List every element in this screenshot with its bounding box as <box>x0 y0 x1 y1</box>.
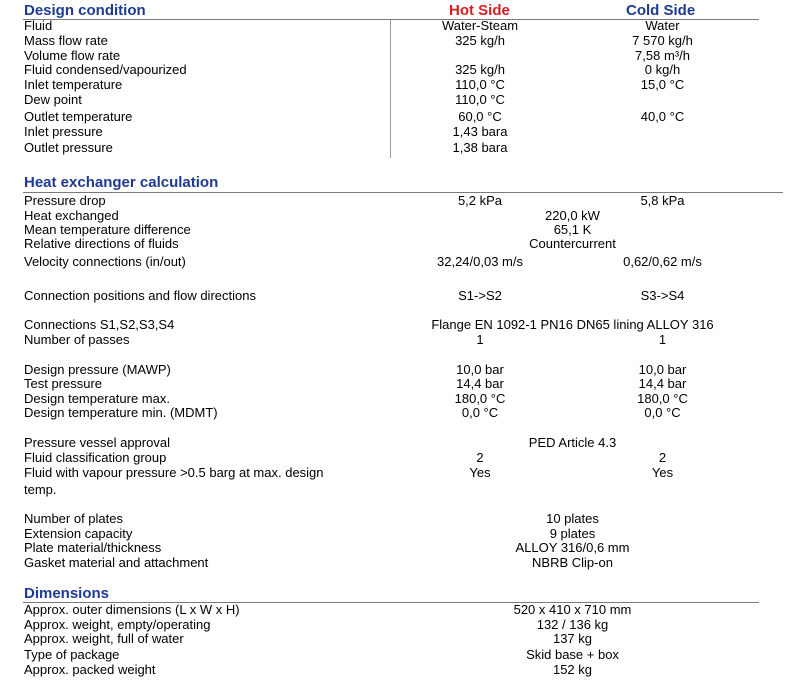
row-label: Test pressure <box>24 376 103 391</box>
row-value-cold: 7 570 kg/h <box>632 33 693 48</box>
row-value-cold: Yes <box>651 465 674 480</box>
row-value-cold: 180,0 °C <box>637 391 688 406</box>
row-label: Design pressure (MAWP) <box>24 362 171 377</box>
row-value: Skid base + box <box>526 647 619 662</box>
row-value-hot: 180,0 °C <box>454 391 506 406</box>
row-value: 65,1 K <box>553 222 592 237</box>
row-label: Design temperature min. (MDMT) <box>24 405 218 420</box>
row-value-cold: 15,0 °C <box>640 77 685 92</box>
row-label-continued: temp. <box>24 482 57 497</box>
row-label: Mass flow rate <box>24 33 108 48</box>
row-value-cold: S3->S4 <box>640 288 685 303</box>
row-label: Mean temperature difference <box>24 222 191 237</box>
row-value-hot: 1 <box>476 332 484 347</box>
row-label: Number of passes <box>24 332 130 347</box>
row-value-cold: 0,62/0,62 m/s <box>623 254 702 269</box>
row-value-hot: 325 kg/h <box>455 33 505 48</box>
row-label: Gasket material and attachment <box>24 555 209 570</box>
row-label: Approx. outer dimensions (L x W x H) <box>24 602 240 617</box>
cold-side-header: Cold Side <box>626 2 696 19</box>
row-value: 9 plates <box>549 526 596 541</box>
row-label: Fluid with vapour pressure >0.5 barg at max. design <box>24 465 324 480</box>
row-value-hot: 60,0 °C <box>458 109 502 124</box>
row-value-cold: 40,0 °C <box>640 109 685 124</box>
row-value-cold: 0,0 °C <box>644 405 681 420</box>
row-value-cold: 7,58 m³/h <box>635 48 690 63</box>
row-value-cold: 1 <box>658 332 667 347</box>
row-value: 137 kg <box>552 631 593 646</box>
row-label: Approx. weight, full of water <box>24 631 184 646</box>
hot-side-header: Hot Side <box>449 2 510 19</box>
row-label: Dew point <box>24 92 82 107</box>
row-label: Type of package <box>24 647 120 662</box>
row-label: Outlet pressure <box>24 140 113 155</box>
section-title-calc: Heat exchanger calculation <box>24 174 219 191</box>
row-label: Fluid condensed/vapourized <box>24 62 187 77</box>
row-value: 132 / 136 kg <box>536 617 609 632</box>
row-value-cold: 14,4 bar <box>638 376 687 391</box>
row-label: Inlet temperature <box>24 77 123 92</box>
row-label: Approx. packed weight <box>24 662 156 677</box>
row-label: Connection positions and flow directions <box>24 288 256 303</box>
row-value: Countercurrent <box>529 236 616 251</box>
row-value-hot: 0,0 °C <box>461 405 499 420</box>
row-value-cold: 0 kg/h <box>644 62 681 77</box>
row-label: Outlet temperature <box>24 109 133 124</box>
row-label: Plate material/thickness <box>24 540 162 555</box>
row-value-hot: 5,2 kPa <box>457 193 503 208</box>
row-value: 152 kg <box>552 662 593 677</box>
section-title-design: Design condition <box>24 2 146 19</box>
row-value-cold: Water <box>645 18 680 33</box>
row-label: Design temperature max. <box>24 391 170 406</box>
row-value: PED Article 4.3 <box>528 435 617 450</box>
row-label: Extension capacity <box>24 526 133 541</box>
row-value: ALLOY 316/0,6 mm <box>515 540 630 555</box>
row-label: Heat exchanged <box>24 208 119 223</box>
row-label: Number of plates <box>24 511 123 526</box>
row-label: Pressure drop <box>24 193 106 208</box>
row-value-hot: Yes <box>469 465 491 480</box>
row-value: 10 plates <box>546 511 599 526</box>
row-value-hot: Water-Steam <box>441 18 519 33</box>
row-label: Approx. weight, empty/operating <box>24 617 211 632</box>
row-label: Fluid classification group <box>24 450 167 465</box>
row-value-hot: 14,4 bar <box>456 376 504 391</box>
row-label: Velocity connections (in/out) <box>24 254 186 269</box>
row-value-hot: 1,38 bara <box>452 140 508 155</box>
row-label: Volume flow rate <box>24 48 121 63</box>
row-value-hot: 2 <box>476 450 484 465</box>
row-value-hot: 32,24/0,03 m/s <box>437 254 523 269</box>
row-label: Connections S1,S2,S3,S4 <box>24 317 175 332</box>
row-value: Flange EN 1092-1 PN16 DN65 lining ALLOY 316 <box>431 317 714 332</box>
row-value-cold: 5,8 kPa <box>640 193 685 208</box>
row-value: 220,0 kW <box>545 208 600 223</box>
row-value-hot: 1,43 bara <box>452 124 508 139</box>
row-value-cold: 2 <box>658 450 667 465</box>
row-value-hot: 10,0 bar <box>456 362 504 377</box>
row-value-cold: 10,0 bar <box>638 362 687 377</box>
row-value: NBRB Clip-on <box>532 555 613 570</box>
row-value-hot: 110,0 °C <box>455 77 505 92</box>
row-value-hot: 325 kg/h <box>455 62 505 77</box>
row-label: Fluid <box>24 18 53 33</box>
row-value: 520 x 410 x 710 mm <box>513 602 632 617</box>
row-label: Inlet pressure <box>24 124 103 139</box>
section-title-dimensions: Dimensions <box>24 585 110 602</box>
row-value-hot: S1->S2 <box>458 288 502 303</box>
row-value-hot: 110,0 °C <box>455 92 505 107</box>
row-label: Pressure vessel approval <box>24 435 170 450</box>
row-label: Relative directions of fluids <box>24 236 179 251</box>
